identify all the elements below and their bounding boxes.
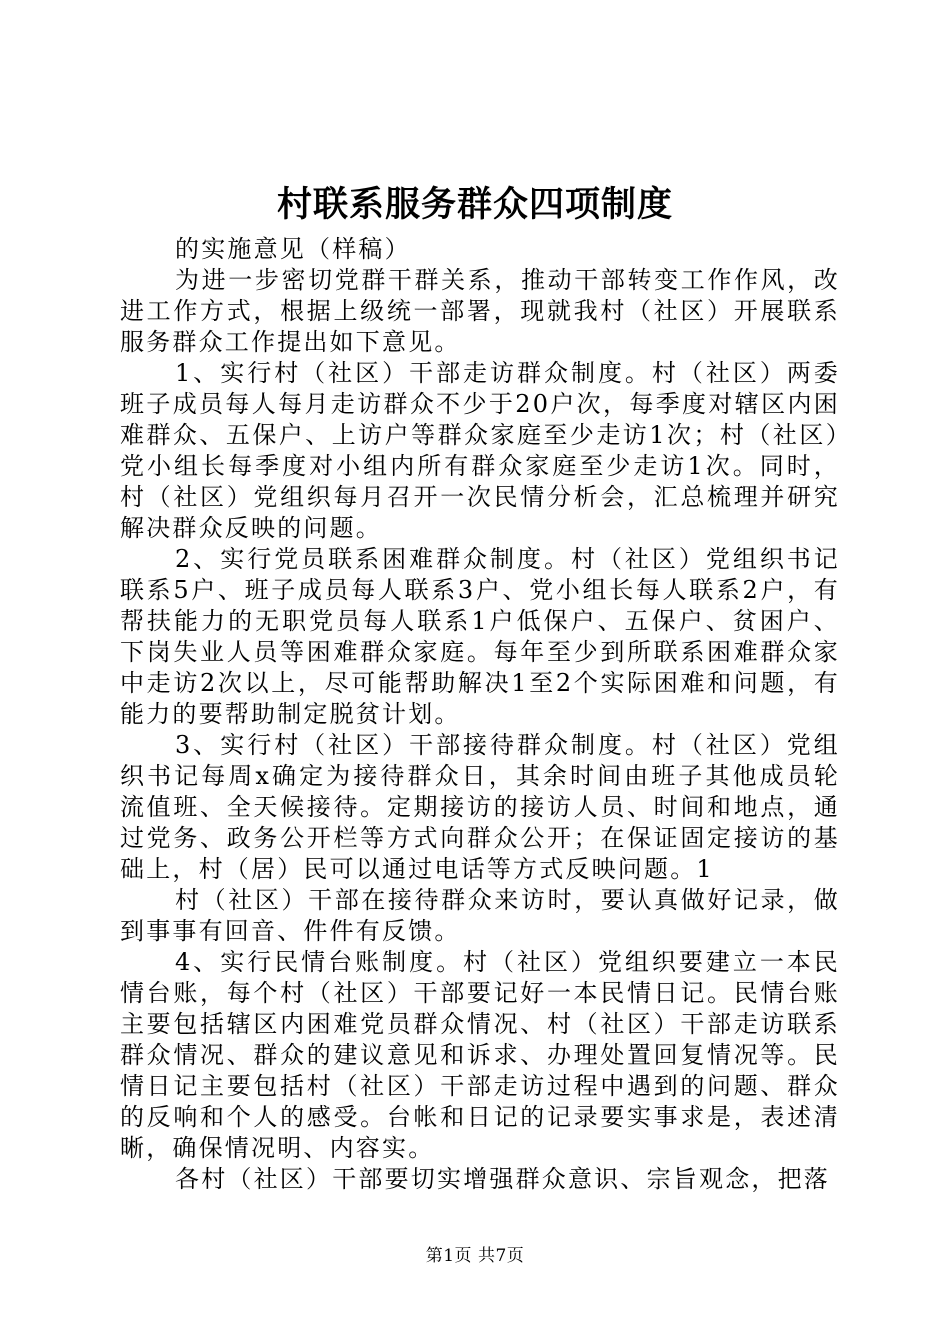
document-body <box>120 234 840 1195</box>
paragraph-item-2: 2、实行党员联系困难群众制度。村（社区）党组织书记联系5户、班子成员每人联系3户、党小组长每人联系2户，有帮扶能力的无职党员每人联系1户低保户、五保户、贫困户、下岗失业人员等困难群众家庭。每年至少到所联系困难群众家中走访2次以上，尽可能帮助解决1至2个实际困难和问题，有能力的要帮助制定脱贫计划。 <box>120 545 840 728</box>
paragraph-intro: 为进一步密切党群干群关系，推动干部转变工作作风，改进工作方式，根据上级统一部署，现就我村（社区）开展联系服务群众工作提出如下意见。 <box>120 266 840 356</box>
paragraph-subtitle: 的实施意见（样稿） <box>175 235 411 263</box>
paragraph-item-1: 1、实行村（社区）干部走访群众制度。村（社区）两委班子成员每人每月走访群众不少于20户次，每季度对辖区内困难群众、五保户、上访户等群众家庭至少走访1次；村（社区）党小组长每季度对小组内所有群众家庭至少走访1次。同时，村（社区）党组织每月召开一次民情分析会，汇总梳理并研究解决群众反映的问题。 <box>120 359 840 542</box>
paragraph-item-3-continued: 村（社区）干部在接待群众来访时，要认真做好记录，做到事事有回音、件件有反馈。 <box>120 886 840 945</box>
paragraph-item-3: 3、实行村（社区）干部接待群众制度。村（社区）党组织书记每周x确定为接待群众日，其余时间由班子其他成员轮流值班、全天候接待。定期接访的接访人员、时间和地点，通过党务、政务公开栏等方式向群众公开；在保证固定接访的基础上，村（居）民可以通过电话等方式反映问题。1 <box>120 731 840 883</box>
page-number-footer: 第1页 共7页 <box>425 1246 525 1266</box>
paragraph-closing: 各村（社区）干部要切实增强群众意识、宗旨观念，把落 <box>175 1165 830 1193</box>
paragraph-item-4: 4、实行民情台账制度。村（社区）党组织要建立一本民情台账，每个村（社区）干部要记好一本民情日记。民情台账主要包括辖区内困难党员群众情况、村（社区）干部走访联系群众情况、群众的建议意见和诉求、办理处置回复情况等。民情日记主要包括村（社区）干部走访过程中遇到的问题、群众的反响和个人的感受。台帐和日记的记录要实事求是，表述清晰，确保情况明、内容实。 <box>120 948 840 1162</box>
document-title: 村联系服务群众四项制度 <box>276 184 673 225</box>
